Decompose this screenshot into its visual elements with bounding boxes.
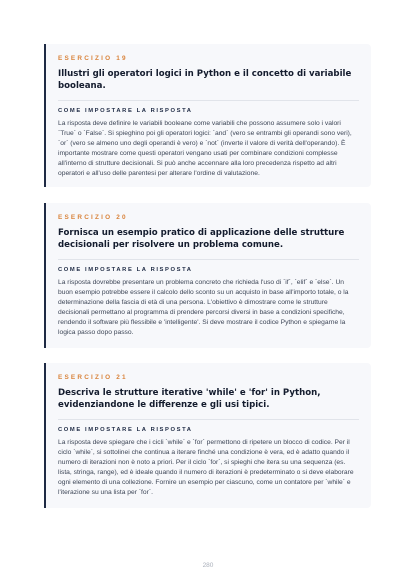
exercise-label: ESERCIZIO 20 [58,214,128,221]
page-number: 280 [202,562,214,569]
divider [58,259,359,260]
exercise-title: Descriva le strutture iterative 'while' e 'for' in Python, evidenziandone le differenze e gli usi tipici. [58,388,321,410]
answer-guide-text: La risposta deve definire le variabili booleane come variabili che possono assumere solo i valori `True` o `False`. Si spieghino poi gli operatori logici: `and` (vero se entrambi gli operandi sono veri), `or` (vero se almeno uno degli operandi è vero) e `not` (inverte il valore di verità dell'operando). È importante mostrare come questi operatori vengano usati per combinare condizioni complesse all'interno di strutture decisionali. Si può anche accennare alla loro precedenza rispetto ad altri operatori e all'uso delle parentesi per alterare l'ordine di valutazione. [58,120,352,178]
exercise-card-19 [44,44,371,187]
answer-guide-heading: COME IMPOSTARE LA RISPOSTA [58,108,193,114]
answer-guide-text: La risposta dovrebbe presentare un problema concreto che richieda l'uso di `if`, `elif` e `else`. Un buon esempio potrebbe essere il calcolo dello sconto su un acquisto in base all'importo totale, o la determinazione della fascia di età di una persona. L'obiettivo è dimostrare come le strutture decisionali permettano al programma di prendere percorsi diversi in base a condizioni specifiche, rendendo il software più flessibile e 'intelligente'. Si deve mostrare il codice Python e spiegarne la logica passo dopo passo. [58,279,349,337]
answer-guide-heading: COME IMPOSTARE LA RISPOSTA [58,427,193,433]
answer-guide-text: La risposta deve spiegare che i cicli `while` e `for` permettono di ripetere un blocco di codice. Per il ciclo `while`, si sottolinei che continua a iterare finché una condizione è vera, ed è adatto quando il numero di iterazioni non è noto a priori. Per il ciclo `for`, si spieghi che itera su una sequenza (es. lista, stringa, range), ed è ideale quando il numero di iterazioni è predeterminato o si deve elaborare ogni elemento di una collezione. Fornire un esempio per ciascuno, come un contatore per `while` e l'iterazione su una lista per `for`. [58,439,354,497]
exercise-card-21 [44,363,371,508]
divider [58,419,359,420]
answer-guide-heading: COME IMPOSTARE LA RISPOSTA [58,267,193,273]
exercise-label: ESERCIZIO 19 [58,55,128,62]
exercise-title: Illustri gli operatori logici in Python e il concetto di variabile booleana. [58,69,352,91]
divider [58,100,359,101]
exercise-title: Fornisca un esempio pratico di applicazione delle strutture decisionali per risolvere un problema comune. [58,228,345,250]
exercise-label: ESERCIZIO 21 [58,374,128,381]
exercise-card-20 [44,203,371,348]
